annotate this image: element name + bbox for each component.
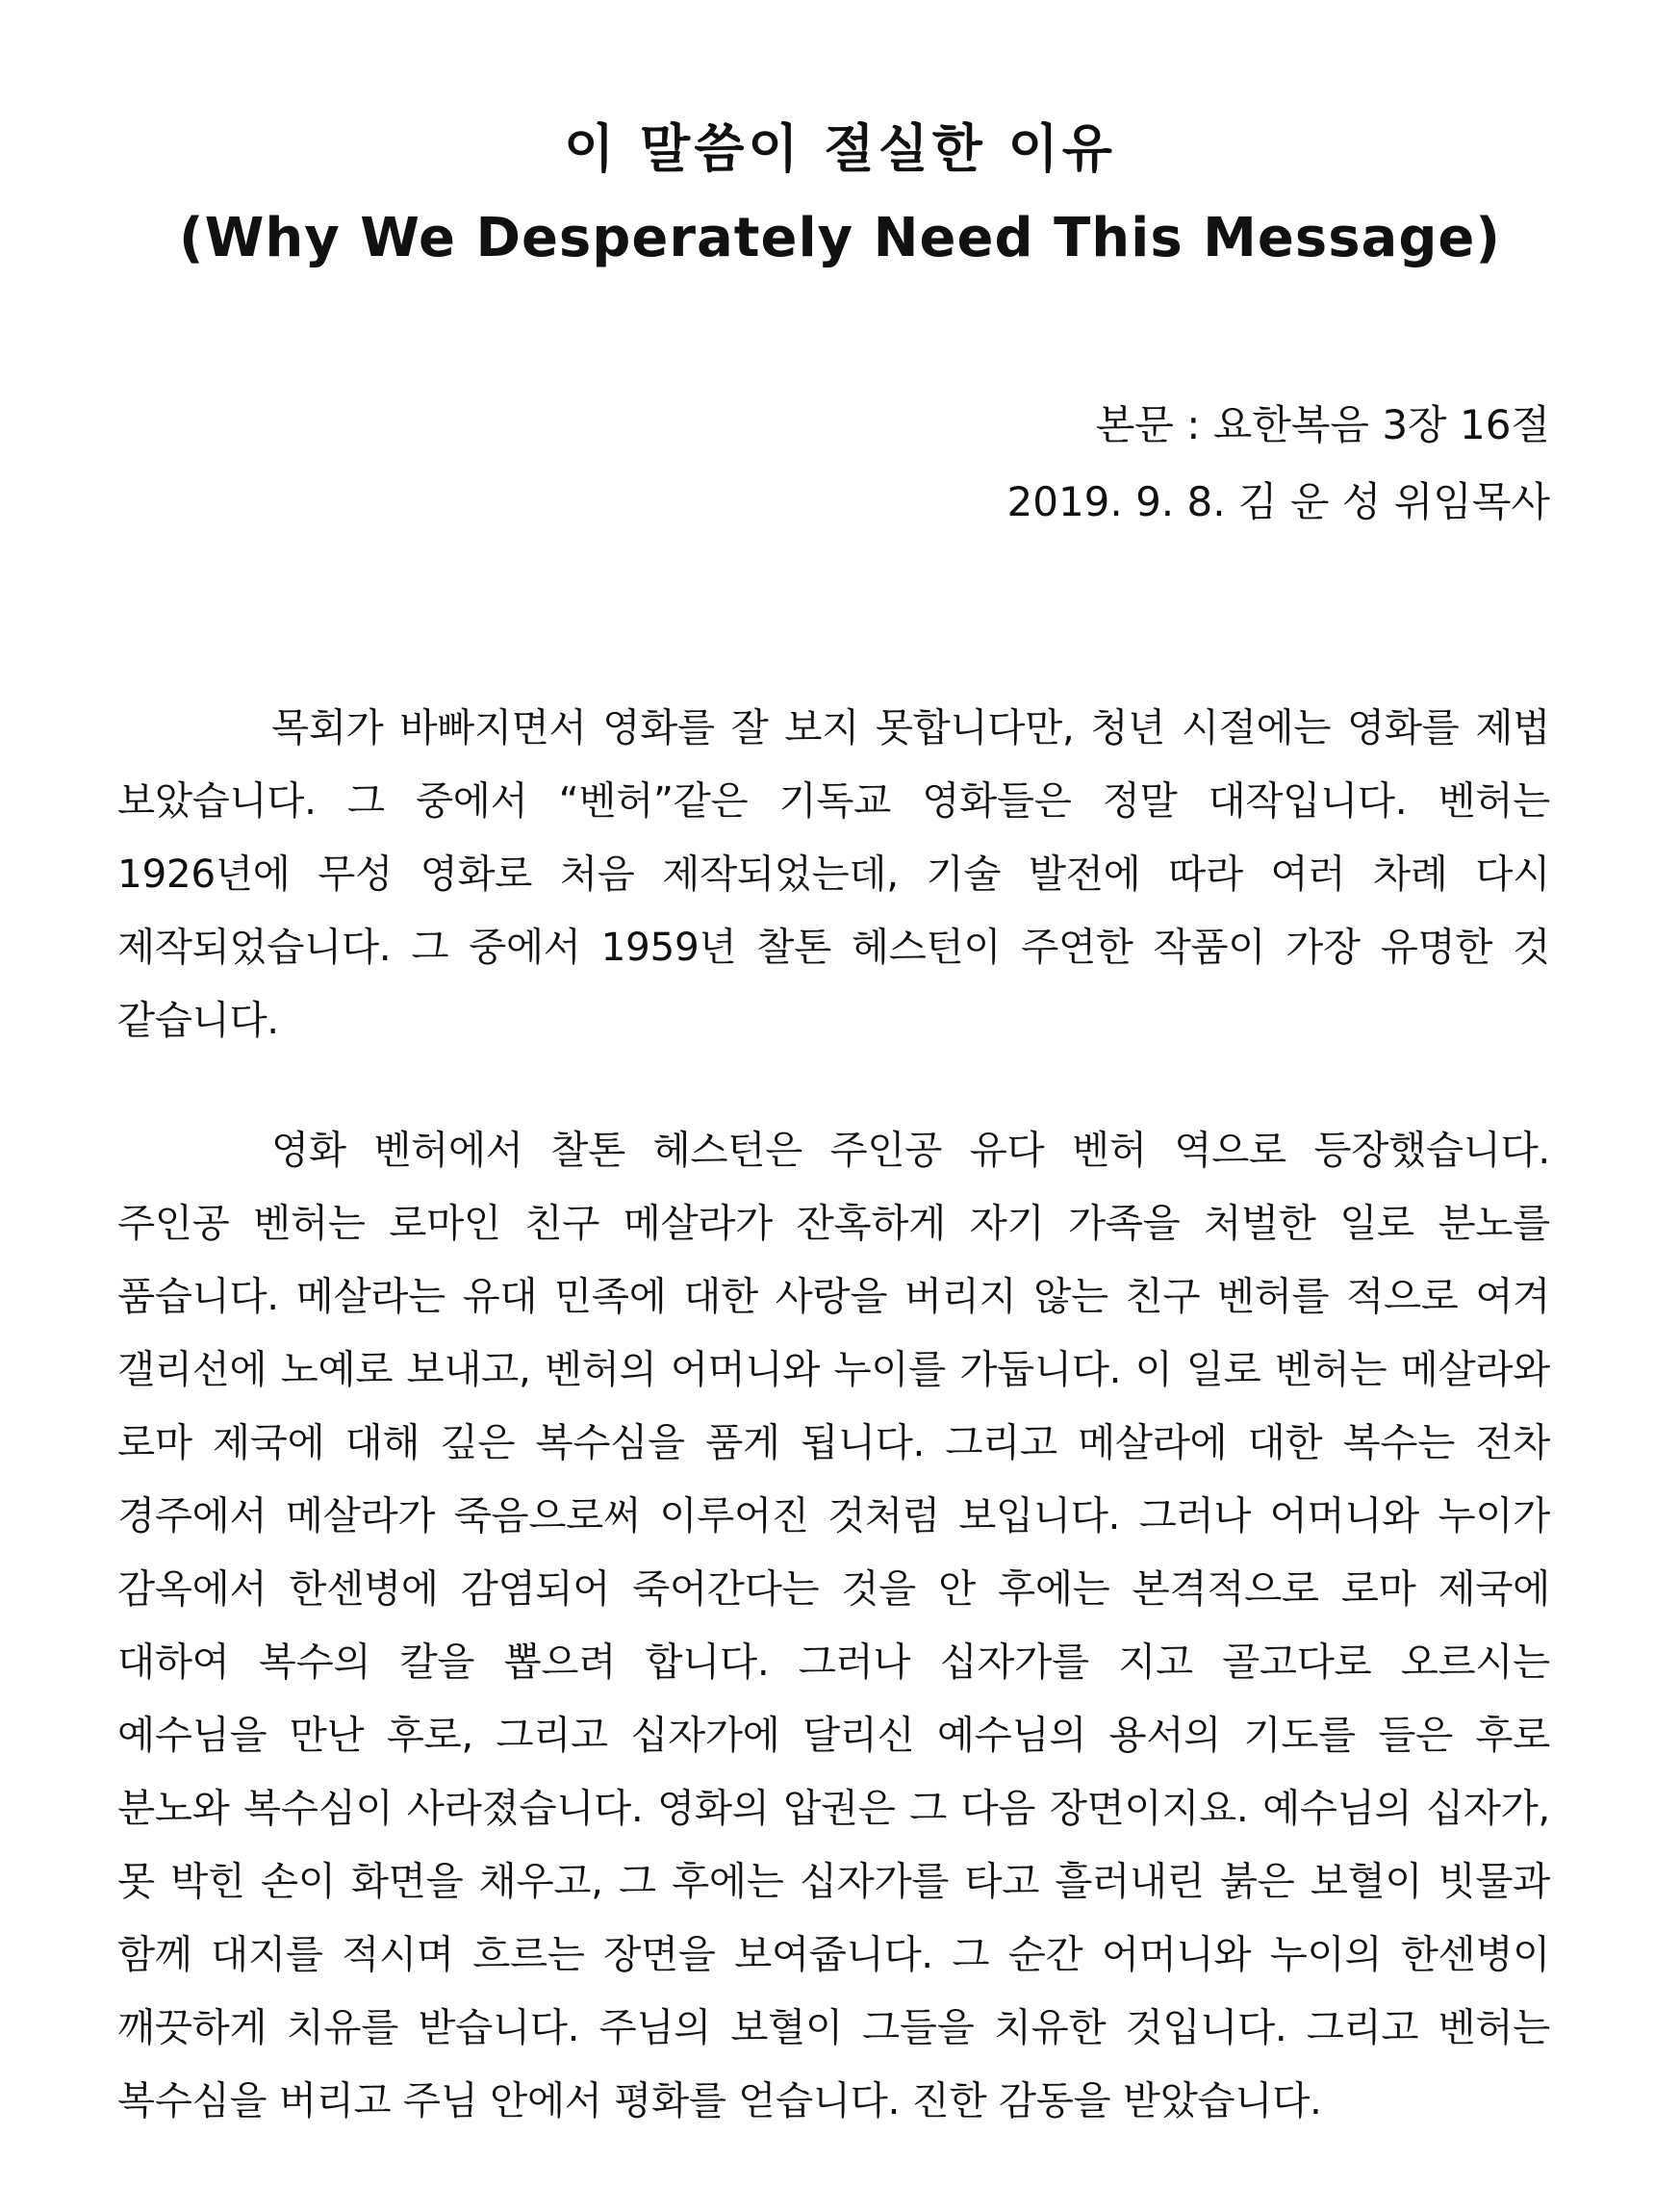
body-paragraph-1: 목회가 바빠지면서 영화를 잘 보지 못합니다만, 청년 시절에는 영화를 제법 보았습니다. 그 중에서 “벤허”같은 기독교 영화들은 정말 대작입니다. 벤허는 1926년에 무성 영화로 처음 제작되었는데, 기술 발전에 따라 여러 차례 다시 제작되었습니다. 그 중에서 1959년 찰톤 헤스턴이 주연한 작품이 가장 유명한 것 같습니다. (117, 704, 1550, 1043)
date-and-author: 2019. 9. 8. 김 운 성 위임목사 (1006, 478, 1550, 525)
scripture-reference: 본문 : 요한복음 3장 16절 (1095, 401, 1550, 448)
body-paragraph-2: 영화 벤허에서 찰톤 헤스턴은 주인공 유다 벤허 역으로 등장했습니다. 주인공 벤허는 로마인 친구 메살라가 잔혹하게 자기 가족을 처벌한 일로 분노를 품습니다. 메살라는 유대 민족에 대한 사랑을 버리지 않는 친구 벤허를 적으로 여겨 갤리선에 노예로 보내고, 벤허의 어머니와 누이를 가둡니다. 이 일로 벤허는 메살라와 로마 제국에 대해 깊은 복수심을 품게 됩니다. 그리고 메살라에 대한 복수는 전차 경주에서 메살라가 죽음으로써 이루어진 것처럼 보입니다. 그러나 어머니와 누이가 감옥에서 한센병에 감염되어 죽어간다는 것을 안 후에는 본격적으로 로마 제국에 대하여 복수의 칼을 뽑으려 합니다. 그러나 십자가를 지고 골고다로 오르시는 예수님을 만난 후로, 그리고 십자가에 달리신 예수님의 용서의 기도를 들은 후로 분노와 복수심이 사라졌습니다. 영화의 압권은 그 다음 장면이지요. 예수님의 십자가, 못 박힌 손이 화면을 채우고, 그 후에는 십자가를 타고 흘러내린 붉은 보혈이 빗물과 함께 대지를 적시며 흐르는 장면을 보여줍니다. 그 순간 어머니와 누이의 한센병이 깨끗하게 치유를 받습니다. 주님의 보혈이 그들을 치유한 것입니다. 그리고 벤허는 복수심을 버리고 주님 안에서 평화를 얻습니다. 진한 감동을 받았습니다. (117, 1127, 1550, 2123)
title-english: (Why We Desperately Need This Message) (178, 207, 1501, 269)
title-korean: 이 말씀이 절실한 이유 (564, 118, 1116, 179)
